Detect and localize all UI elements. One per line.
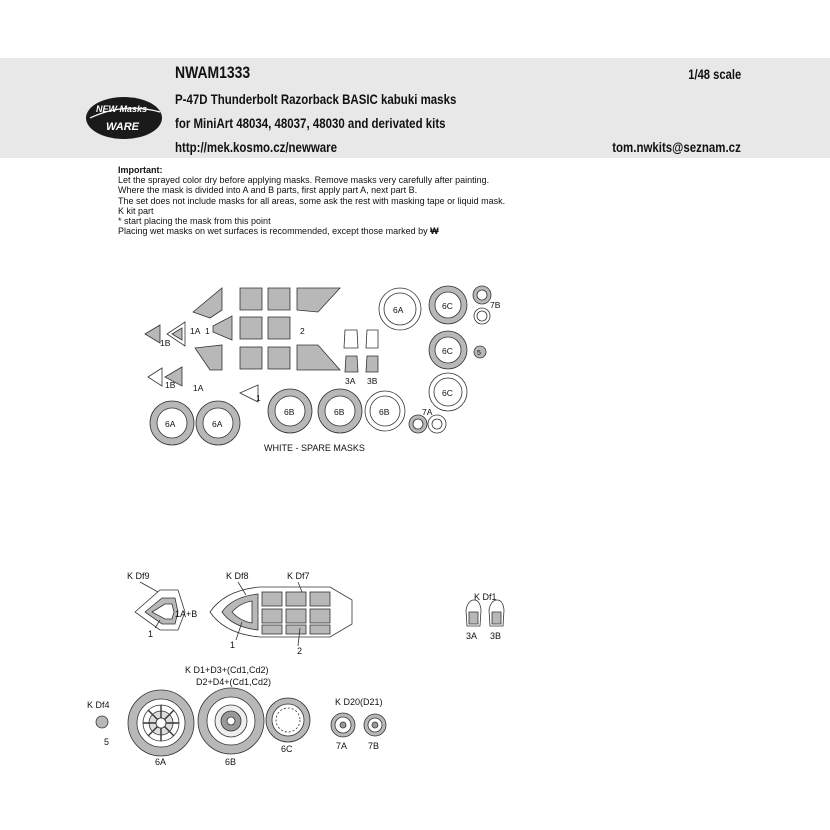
svg-text:3A: 3A [466,631,478,641]
mask-piece [240,317,262,339]
svg-text:5: 5 [104,737,110,747]
svg-text:K Df9: K Df9 [127,571,150,581]
mask-piece [193,288,222,318]
svg-text:3B: 3B [367,376,378,386]
scale-label: 1/48 scale [688,66,741,82]
svg-text:6C: 6C [442,301,453,311]
mask-piece [344,330,358,348]
mask-piece [213,316,232,340]
instruction-line: Placing wet masks on wet surfaces is recommended, except those marked by ₩ [118,226,439,237]
svg-text:K Df1: K Df1 [474,592,497,602]
svg-text:7A: 7A [422,407,433,417]
mask-piece [268,288,290,310]
svg-text:K D20(D21): K D20(D21) [335,697,383,707]
logo-text-bottom: WARE [106,121,139,133]
instruction-line: Where the mask is divided into A and B parts, first apply part A, next part B. [118,185,418,196]
svg-text:K Df8: K Df8 [226,571,249,581]
svg-text:3A: 3A [345,376,356,386]
mask-piece [297,345,340,370]
instruction-line: * start placing the mask from this point [118,216,271,227]
svg-text:1A+B: 1A+B [175,609,198,619]
mask-piece [366,356,378,372]
svg-text:1: 1 [230,640,236,650]
svg-text:7A: 7A [336,741,348,751]
svg-text:7B: 7B [368,741,380,751]
svg-text:6C: 6C [442,346,453,356]
mask-piece [366,330,378,348]
mask-piece [240,288,262,310]
product-code: NWAM1333 [175,63,251,82]
svg-text:6B: 6B [379,407,390,417]
newware-logo [86,97,162,139]
mask-piece [195,345,222,370]
mask-piece [145,325,160,343]
svg-text:2: 2 [297,646,303,656]
svg-text:3B: 3B [490,631,502,641]
svg-text:2: 2 [300,326,305,336]
svg-text:6A: 6A [212,419,223,429]
svg-text:6B: 6B [225,757,237,767]
mask-piece [297,288,340,312]
instruction-line: The set does not include masks for all areas, some ask the rest with masking tape or liquid mask. [118,195,506,206]
svg-text:6C: 6C [281,744,293,754]
svg-text:5: 5 [477,350,481,357]
mask-piece [240,347,262,369]
svg-text:K D1+D3+(Cd1,Cd2): K D1+D3+(Cd1,Cd2) [185,665,269,675]
wet-mask-symbol-icon: ₩ [430,226,439,237]
website-url[interactable]: http://mek.kosmo.cz/newware [175,139,338,155]
spare-masks-caption: WHITE - SPARE MASKS [264,443,365,453]
svg-text:1: 1 [205,326,210,336]
svg-text:1B: 1B [160,338,171,348]
svg-text:1B: 1B [165,380,176,390]
mask-piece [268,317,290,339]
svg-text:D2+D4+(Cd1,Cd2): D2+D4+(Cd1,Cd2) [196,677,272,687]
contact-email[interactable]: tom.nwkits@seznam.cz [612,139,741,155]
instruction-line: K kit part [118,205,154,216]
svg-text:1: 1 [148,629,154,639]
mask-piece [268,347,290,369]
svg-text:6A: 6A [393,305,404,315]
svg-text:K Df7: K Df7 [287,571,310,581]
svg-text:6B: 6B [334,407,345,417]
svg-text:1: 1 [256,393,261,403]
svg-text:1A: 1A [193,383,204,393]
mask-piece [148,368,162,386]
svg-text:7B: 7B [490,300,501,310]
instructions-heading: Important: [118,165,163,175]
svg-text:6A: 6A [165,419,176,429]
svg-text:6A: 6A [155,757,167,767]
part-5 [96,716,108,728]
svg-text:K Df4: K Df4 [87,700,110,710]
svg-text:1A: 1A [190,326,201,336]
mask-piece [345,356,358,372]
logo-text-top: NEW Masks [96,104,148,114]
placement-diagram [96,582,504,756]
product-title: P-47D Thunderbolt Razorback BASIC kabuki masks [175,91,457,107]
svg-text:6C: 6C [442,388,453,398]
kit-compatibility: for MiniArt 48034, 48037, 48030 and derivated kits [175,115,446,131]
mask-sheet [145,286,491,445]
svg-text:6B: 6B [284,407,295,417]
instruction-line: Let the sprayed color dry before applying masks. Remove masks very carefully after painting. [118,175,490,186]
